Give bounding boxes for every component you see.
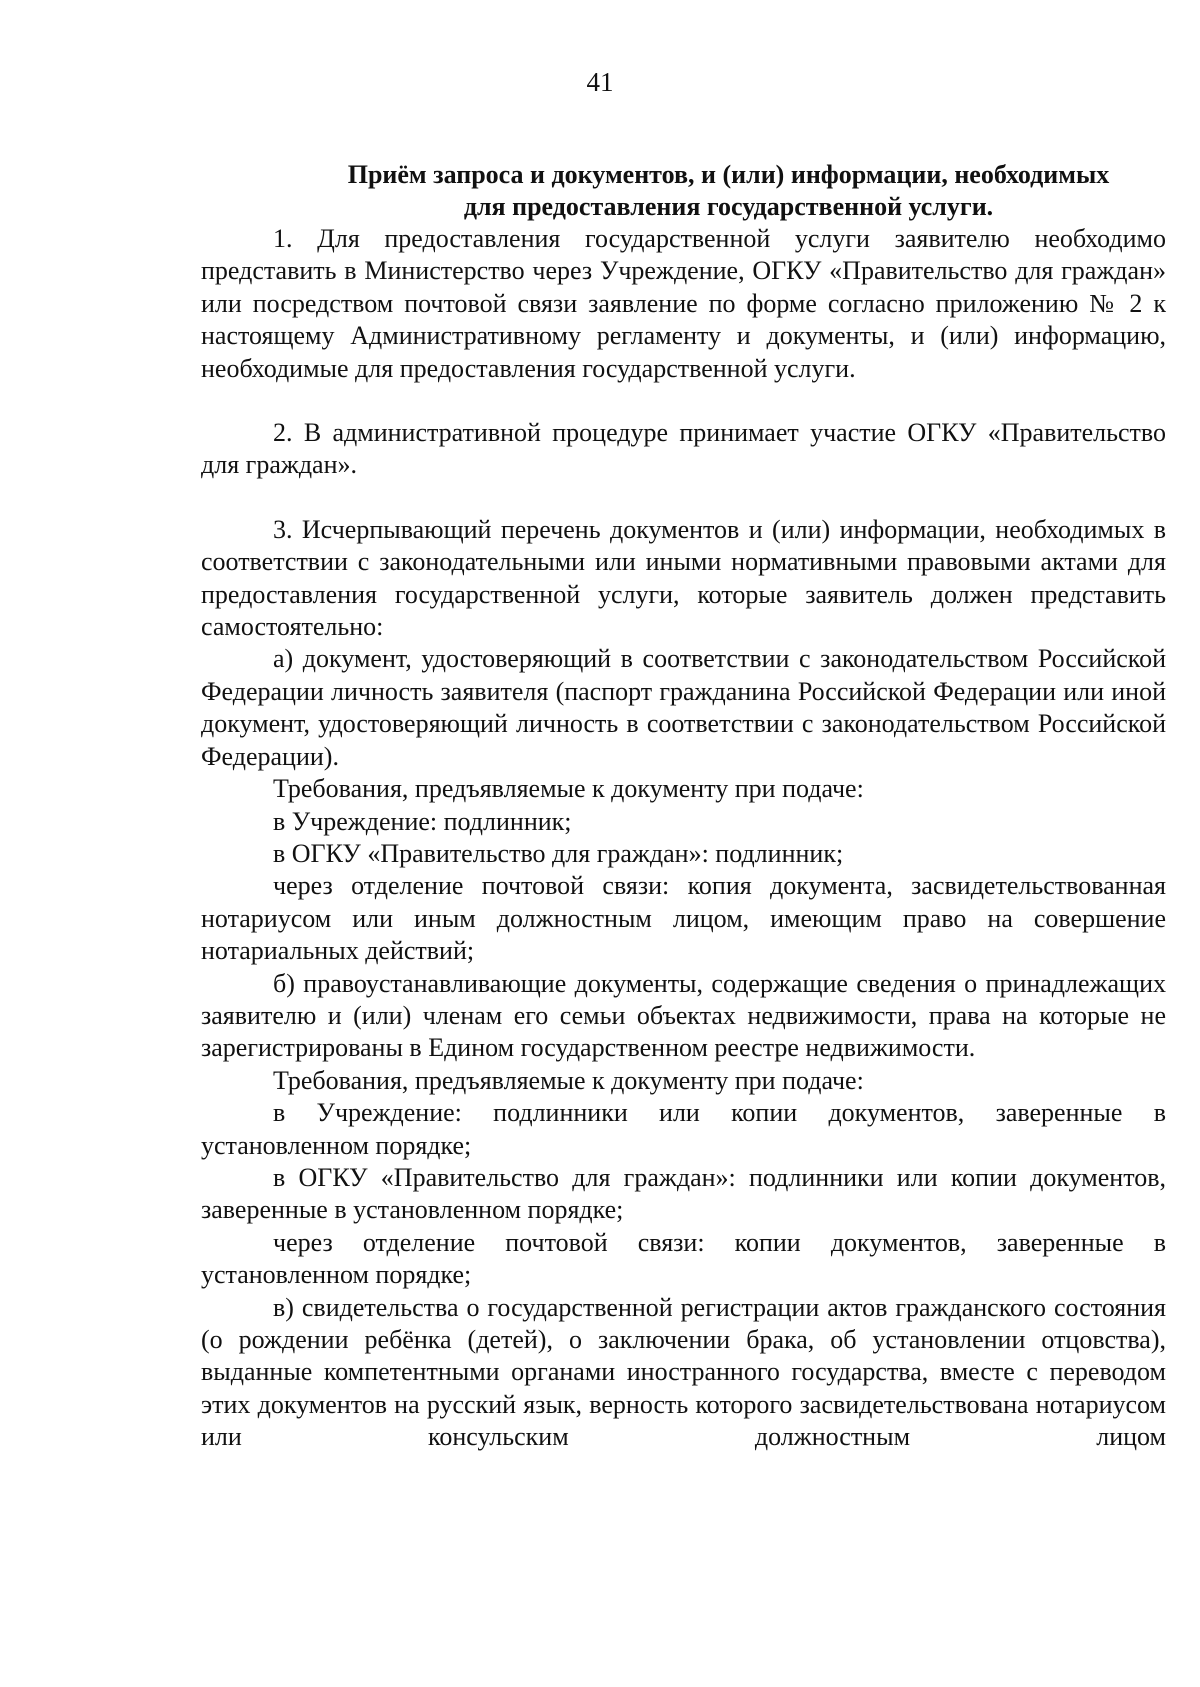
requirements-heading-a: Требования, предъявляемые к документу при подаче: xyxy=(273,774,864,804)
requirement-a-ogku: в ОГКУ «Правительство для граждан»: подлинник; xyxy=(273,838,844,868)
requirement-b-institution: в Учреждение: подлинники или копии документов, заверенные в установленном порядке; xyxy=(201,1098,1166,1160)
paragraph-1: 1. Для предоставления государственной услуги заявителю необходимо представить в Министерство через Учреждение, ОГКУ «Правительство для граждан» или посредством почтовой связи заявление по форме согласно приложению № 2 к настоящему Административному регламенту и документы, и (или) информацию, необходимые для предоставления государственной услуги. xyxy=(201,224,1166,383)
list-item-b: б) правоустанавливающие документы, содержащие сведения о принадлежащих заявителю и (или) членам его семьи объектах недвижимости, права на которые не зарегистрированы в Едином государственном реестре недвижимости. xyxy=(201,968,1166,1063)
list-item-a: а) документ, удостоверяющий в соответствии с законодательством Российской Федерации личность заявителя (паспорт гражданина Российской Федерации или иной документ, удостоверяющий личность в соответствии с законодательством Российской Федерации). xyxy=(201,644,1166,771)
page-number: 41 xyxy=(586,67,614,97)
section-heading-line-2: для предоставления государственной услуги. xyxy=(463,192,994,221)
requirement-b-post: через отделение почтовой связи: копии документов, заверенные в установленном порядке; xyxy=(201,1227,1166,1290)
document-body xyxy=(201,159,1166,1454)
paragraph-3: 3. Исчерпывающий перечень документов и (или) информации, необходимых в соответствии с законодательными или иными нормативными правовыми актами для предоставления государственной услуги, которые заявитель должен представить самостоятельно: xyxy=(201,514,1166,642)
requirement-b-ogku: в ОГКУ «Правительство для граждан»: подлинники или копии документов, заверенные в установленном порядке; xyxy=(201,1162,1166,1225)
section-heading-line-1: Приём запроса и документов, и (или) информации, необходимых xyxy=(347,160,1110,189)
requirements-heading-b: Требования, предъявляемые к документу при подаче: xyxy=(273,1065,864,1095)
paragraph-2: 2. В административной процедуре принимает участие ОГКУ «Правительство для граждан». xyxy=(201,418,1166,480)
list-item-c: в) свидетельства о государственной регистрации актов гражданского состояния (о рождении ребёнка (детей), о заключении брака, об установлении отцовства), выданные компетентными органами иностранного государства, вместе с переводом этих документов на русский язык, верность которого засвидетельствована нотариусом или консульским должностным лицом xyxy=(201,1292,1166,1452)
requirement-a-institution: в Учреждение: подлинник; xyxy=(273,806,572,836)
requirement-a-post: через отделение почтовой связи: копия документа, засвидетельствованная нотариусом или иным должностным лицом, имеющим право на совершение нотариальных действий; xyxy=(201,871,1166,966)
section-heading xyxy=(201,159,1166,223)
